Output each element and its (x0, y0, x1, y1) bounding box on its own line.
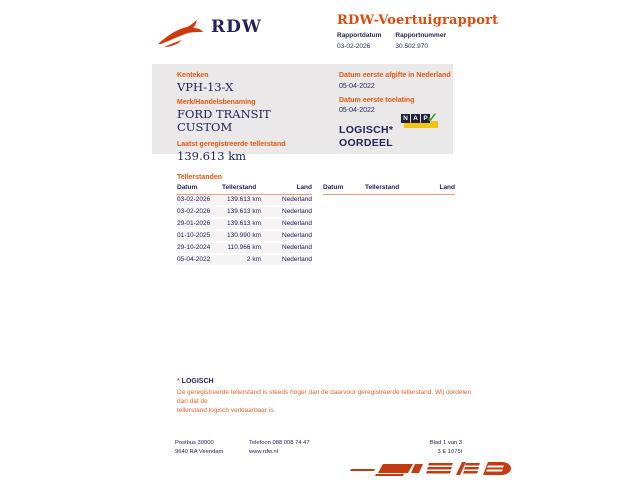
cell-tellerstand: 130.990 km (227, 232, 261, 239)
footer-address (175, 439, 223, 456)
cell-tellerstand: 139.613 km (227, 208, 261, 215)
odometer-table-right (323, 184, 455, 195)
table-row (177, 207, 312, 219)
first-issue-label: Datum eerste afgifte in Nederland (339, 72, 451, 79)
footnote-asterisk: * (177, 378, 182, 385)
vehicle-summary-box (152, 64, 453, 163)
last-odometer-value: 139.613 km (177, 149, 247, 163)
cell-datum: 29-10-2024 (177, 244, 211, 251)
cell-land: Nederland (282, 220, 312, 227)
cell-datum: 05-04-2022 (177, 256, 211, 263)
nap-letter-a: A (411, 114, 420, 123)
footer-contact (249, 439, 310, 456)
footer-address-line1: Postbus 30000 (175, 440, 214, 446)
cell-land: Nederland (282, 256, 312, 263)
footer-doc-code: 3 E 1075i (437, 448, 462, 455)
col-header-datum: Datum (323, 184, 344, 191)
nap-check-icon: ✓ (427, 110, 438, 125)
make-value-line2: CUSTOM (177, 120, 233, 134)
col-header-tellerstand: Tellerstand (365, 184, 400, 191)
bottom-wing-graphic-icon (348, 458, 512, 480)
report-number-value: 30.502.970 (395, 42, 428, 50)
report-number-label: Rapportnummer (395, 32, 446, 39)
col-header-datum: Datum (177, 184, 198, 191)
nap-letter-p: P (421, 114, 430, 123)
footnote (177, 378, 477, 415)
footnote-text-line1: De geregistreerde tellerstand is steeds hoger dan de daarvoor geregistreerde tellerstand. Wij oordelen dan dat de (177, 389, 472, 405)
report-title: RDW-Voertuigrapport (337, 13, 499, 28)
cell-datum: 03-02-2026 (177, 196, 211, 203)
cell-tellerstand: 110.966 km (227, 244, 261, 251)
col-header-tellerstand: Tellerstand (222, 184, 257, 191)
odometer-section-title: Tellerstanden (177, 174, 222, 181)
verdict-line2: OORDEEL (339, 137, 394, 149)
license-plate-value: VPH-13-X (177, 80, 234, 94)
cell-land: Nederland (282, 244, 312, 251)
summary-left-column (177, 72, 286, 163)
footer-page-block (395, 439, 462, 456)
odometer-table-right-header (323, 184, 455, 195)
cell-land: Nederland (282, 232, 312, 239)
nap-logo (401, 110, 443, 130)
footnote-heading-text: LOGISCH (181, 378, 214, 385)
verdict-line1: LOGISCH* (339, 124, 394, 136)
cell-land: Nederland (282, 208, 312, 215)
col-header-land: Land (439, 184, 455, 191)
footer-address-line2: 9640 RA Veendam (175, 448, 224, 455)
last-odometer-label: Laatst geregistreerde tellerstand (177, 141, 286, 148)
cell-tellerstand: 139.613 km (227, 196, 261, 203)
rdw-logo-text: RDW (211, 17, 262, 37)
footer-page-info: Blad 1 van 3 (429, 440, 462, 446)
footnote-heading (177, 378, 477, 385)
make-label: Merk/Handelsbenaming (177, 99, 256, 106)
footnote-text-line2: tellerstand logisch verklaarbaar is. (177, 407, 276, 414)
report-meta (337, 32, 446, 50)
first-admission-value: 05-04-2022 (339, 107, 375, 114)
make-value-line1: FORD TRANSIT (177, 107, 271, 121)
first-admission-label: Datum eerste toelating (339, 96, 415, 104)
cell-tellerstand: 139.613 km (227, 220, 261, 227)
table-row (177, 195, 312, 207)
cell-tellerstand: 2 km (246, 256, 261, 263)
table-row (177, 255, 312, 267)
odometer-table-left (177, 184, 312, 267)
col-header-land: Land (296, 184, 312, 191)
table-row (177, 243, 312, 255)
license-plate-label: Kenteken (177, 72, 209, 79)
cell-land: Nederland (282, 196, 312, 203)
table-row (177, 231, 312, 243)
table-row (177, 219, 312, 231)
report-date-value: 03-02-2026 (337, 42, 371, 50)
odometer-table-left-header (177, 184, 312, 195)
footer-website: www.rdw.nl (249, 448, 278, 455)
rdw-bird-logo-icon (157, 18, 207, 48)
nap-letter-n: N (401, 114, 410, 123)
cell-datum: 01-10-2025 (177, 232, 211, 239)
report-date-label: Rapportdatum (337, 32, 382, 39)
first-issue-value: 05-04-2022 (339, 82, 375, 90)
cell-datum: 29-01-2026 (177, 220, 211, 227)
footer-phone: Telefoon 088 008 74 47 (249, 440, 310, 446)
cell-datum: 03-02-2026 (177, 208, 211, 215)
